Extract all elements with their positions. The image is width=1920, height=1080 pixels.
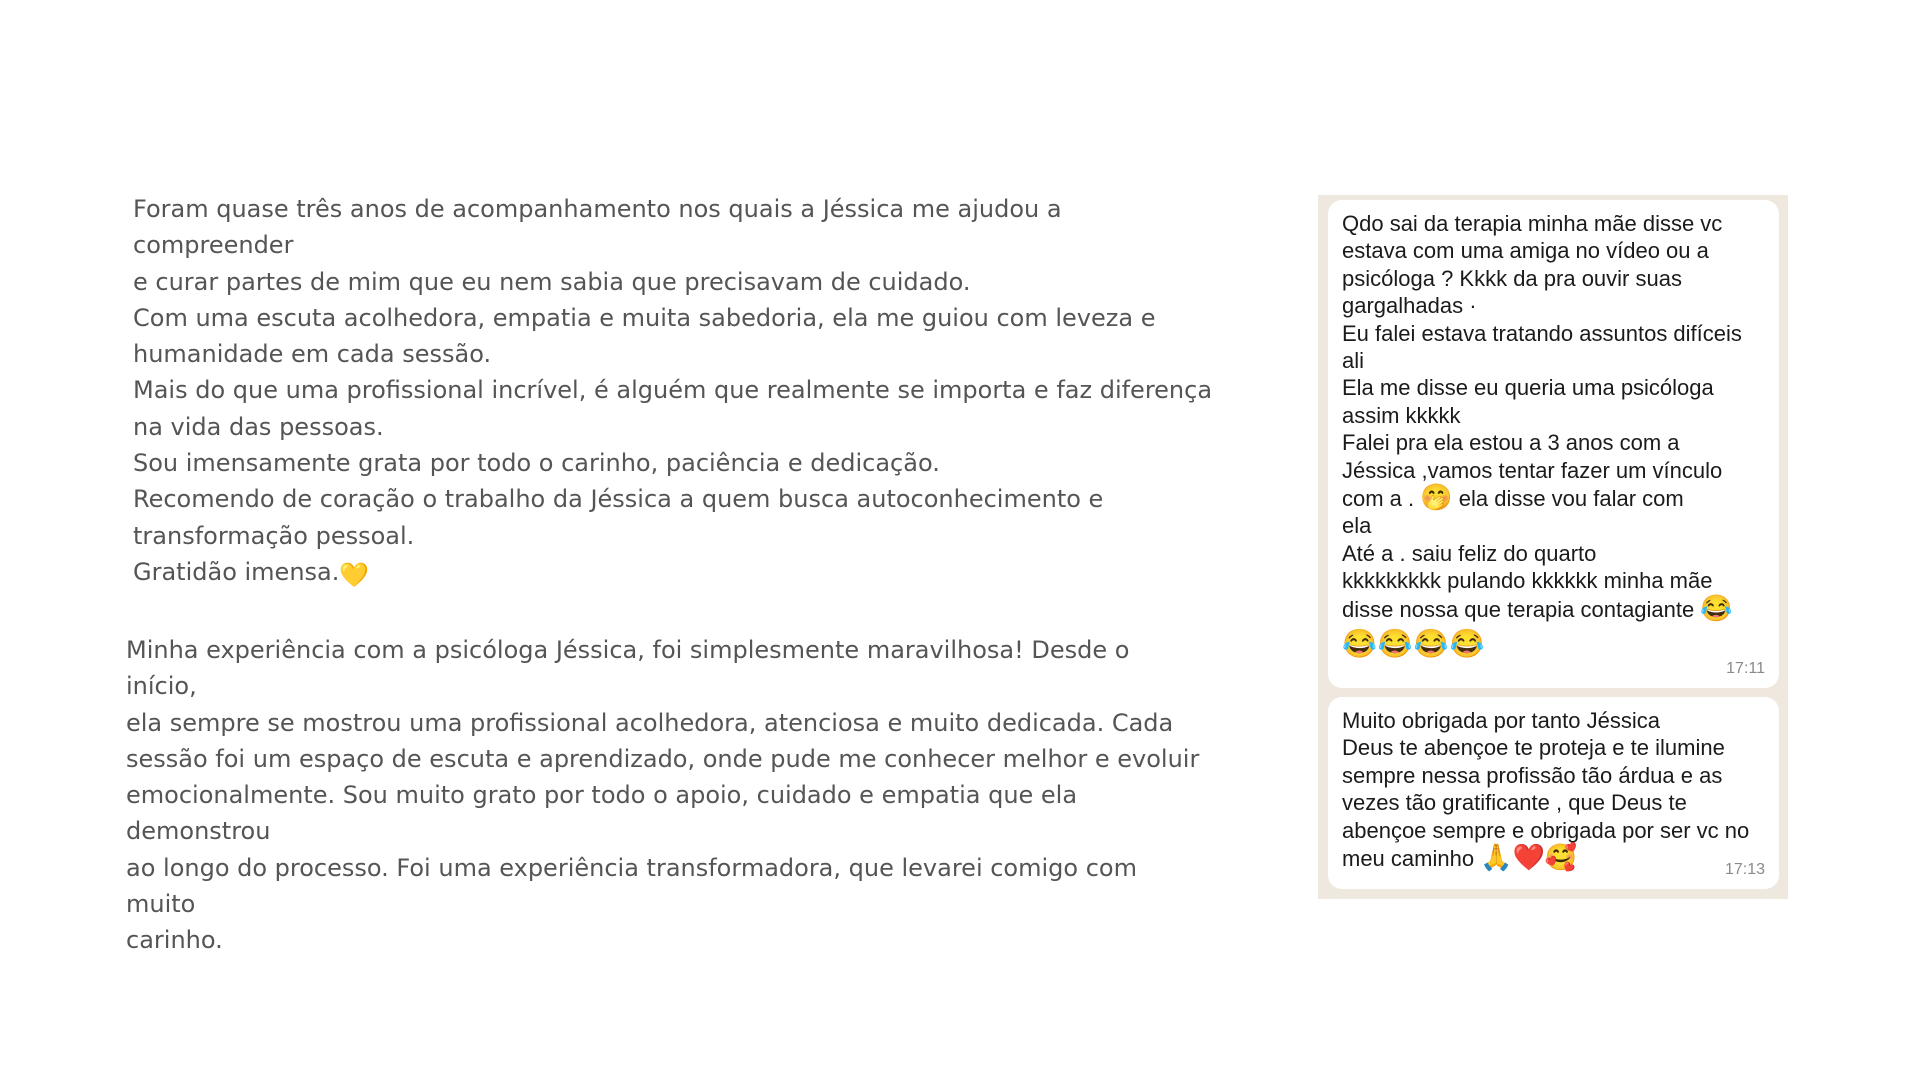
chat-message-1	[1328, 200, 1779, 688]
chat-message-2-body: Muito obrigada por tanto Jéssica Deus te abençoe te proteja e te ilumine sempre nessa profissão tão árdua e as vezes tão gratificante , que Deus te abençoe sempre e obrigada por ser vc no meu caminho	[1342, 708, 1750, 872]
chat-message-2	[1328, 697, 1779, 889]
chat-message-1-part-b: ela disse vou falar com ela Até a . saiu feliz do quarto kkkkkkkkk pulando kkkkkk minha mãe disse nossa que terapia contagiante	[1342, 486, 1713, 622]
yellow-heart-icon: 💛	[339, 560, 370, 589]
tears-of-joy-emoji-icon: 😂	[1700, 592, 1733, 623]
chat-message-2-text	[1342, 707, 1767, 872]
laugh-emoji-row: 😂😂😂😂	[1342, 628, 1486, 660]
chat-message-2-time: 17:13	[1724, 860, 1765, 878]
chat-message-1-text	[1342, 210, 1767, 623]
testimonial-1-body: Foram quase três anos de acompanhamento nos quais a Jéssica me ajudou a compreender e curar partes de mim que eu nem sabia que precisavam de cuidado. Com uma escuta acolhedora, empatia e muita sabedoria, ela me guiou com leveza e humanidade em cada sessão. Mais do que uma profissional incrível, é alguém que realmente se importa e faz diferença na vida das pessoas. Sou imensamente grata por todo o carinho, paciência e dedicação. Recomendo de coração o trabalho da Jéssica a quem busca autoconhecimento e transformação pessoal. Gratidão imensa.	[133, 195, 1213, 586]
chat-screenshot	[1318, 195, 1788, 899]
chat-message-1-part-a: Qdo sai da terapia minha mãe disse vc estava com uma amiga no vídeo ou a psicóloga ? Kkkk da pra ouvir suas gargalhadas · Eu falei estava tratando assuntos difíceis ali Ela me disse eu queria uma psicóloga assim kkkkk Falei pra ela estou a 3 anos com a Jéssica ,vamos tentar fazer um vínculo com a .	[1342, 211, 1742, 512]
hand-over-mouth-emoji-icon: 🤭	[1420, 482, 1453, 513]
pray-heart-smile-emoji-icon: 🙏❤️🥰	[1480, 842, 1578, 873]
testimonial-1-text	[133, 191, 1213, 593]
testimonial-1	[133, 191, 1213, 593]
chat-message-1-time: 17:11	[1726, 659, 1765, 677]
testimonial-2-text: Minha experiência com a psicóloga Jéssica, foi simplesmente maravilhosa! Desde o início, ela sempre se mostrou uma profissional acolhedora, atenciosa e muito dedicada. Cada sessão foi um espaço de escuta e aprendizado, onde pude me conhecer melhor e evoluir emocionalmente. Sou muito grato por todo o apoio, cuidado e empatia que ela demonstrou ao longo do processo. Foi uma experiência transformadora, que levarei comigo com muito carinho.	[126, 636, 1200, 955]
testimonial-2	[126, 632, 1206, 959]
